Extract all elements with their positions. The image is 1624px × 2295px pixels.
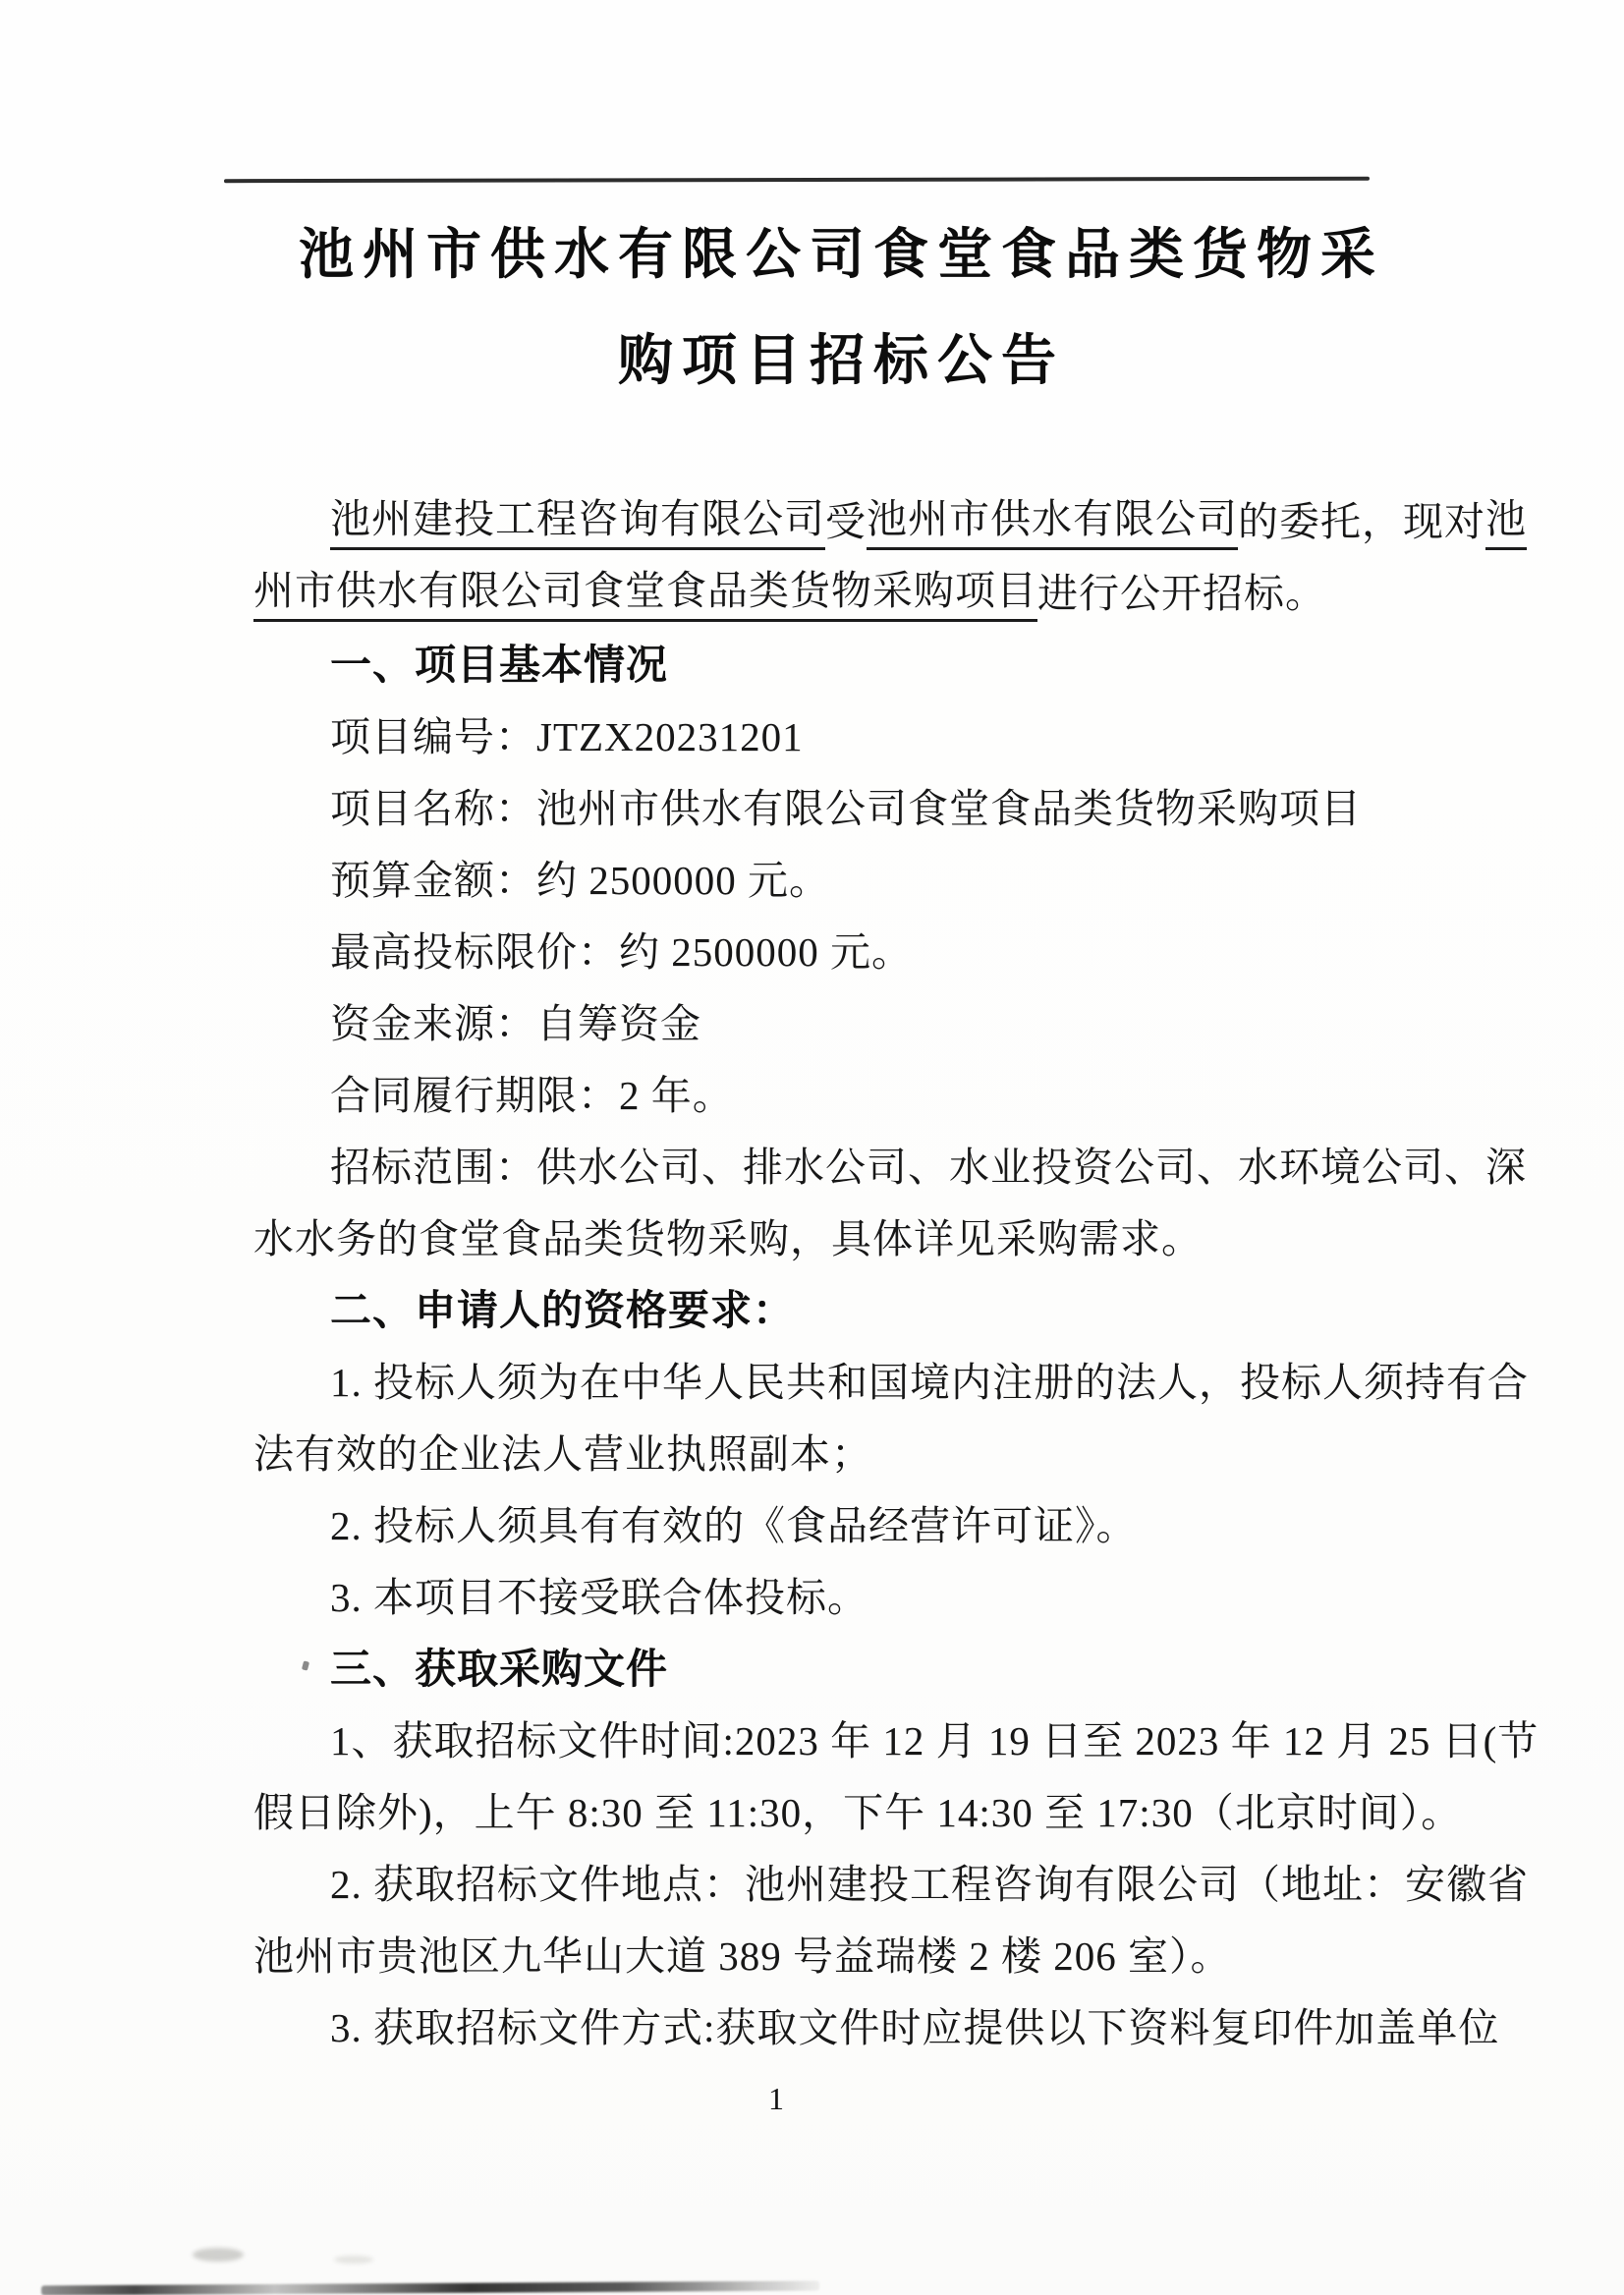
text-segment: 受: [825, 499, 867, 544]
text-segment: 3. 本项目不接受联合体投标。: [330, 1575, 868, 1620]
text-segment: 2. 投标人须具有有效的《食品经营许可证》。: [330, 1503, 1138, 1548]
document-title-line-2: 购项目招标公告: [618, 329, 1065, 391]
document-title-line-1: 池州市供水有限公司食堂食品类货物采: [299, 223, 1384, 285]
text-segment: 的委托，现对: [1238, 499, 1485, 544]
doc-line: [253, 1845, 1529, 1917]
text-segment: 1、获取招标文件时间:2023 年 12 月 19 日至 2023 年 12 月 25 日(节: [330, 1718, 1540, 1763]
text-segment: 池州市贵池区九华山大道 389 号益瑞楼 2 楼 206 室）。: [253, 1933, 1232, 1979]
text-segment: 水水务的食堂食品类货物采购，具体详见采购需求。: [253, 1216, 1203, 1261]
underlined-text: 池州市供水有限公司: [867, 486, 1238, 550]
doc-line: [253, 841, 1467, 913]
document-title: [253, 201, 1429, 414]
document-body: [253, 482, 1540, 2060]
doc-line: [253, 1917, 1467, 1988]
scan-dot-artifact: [302, 1660, 309, 1670]
text-segment: 法有效的企业法人营业执照副本；: [253, 1431, 872, 1477]
text-segment: 三、获取采购文件: [330, 1645, 669, 1692]
doc-line: [253, 698, 1467, 769]
text-segment: 进行公开招标。: [1037, 571, 1326, 616]
text-segment: 资金来源：自筹资金: [330, 1001, 701, 1046]
doc-line: [253, 482, 1527, 554]
text-segment: 合同履行期限：2 年。: [330, 1073, 734, 1118]
text-segment: 二、申请人的资格要求：: [330, 1286, 796, 1333]
section-heading-line: [253, 1271, 1467, 1343]
doc-line: [253, 913, 1467, 984]
text-segment: 项目名称：池州市供水有限公司食堂食品类货物采购项目: [330, 786, 1362, 831]
text-segment: 一、项目基本情况: [330, 641, 669, 688]
section-heading-line: [253, 626, 1467, 698]
text-segment: 项目编号：JTZX20231201: [330, 714, 804, 759]
text-segment: 3. 获取招标文件方式:获取文件时应提供以下资料复印件加盖单位: [330, 2005, 1500, 2050]
text-segment: 假日除外)，上午 8:30 至 11:30，下午 14:30 至 17:30（北京时间）。: [253, 1790, 1463, 1835]
doc-line: [253, 984, 1467, 1056]
section-heading-line: [253, 1630, 1467, 1702]
text-segment: 1. 投标人须为在中华人民共和国境内注册的法人，投标人须持有合: [330, 1360, 1529, 1405]
doc-line: [253, 1702, 1540, 1773]
title-top-rule: [224, 177, 1370, 183]
doc-line: [253, 1988, 1500, 2060]
underlined-text: 池州建投工程咨询有限公司: [330, 486, 825, 550]
doc-line: [253, 1343, 1529, 1415]
text-segment: 预算金额：约 2500000 元。: [330, 858, 830, 903]
text-segment: 最高投标限价：约 2500000 元。: [330, 929, 913, 975]
doc-line: [253, 1558, 1467, 1630]
doc-line: [253, 1200, 1467, 1271]
doc-line: [253, 554, 1467, 626]
doc-line: [253, 1056, 1467, 1128]
doc-line: [253, 1773, 1467, 1845]
page-number: 1: [768, 2081, 784, 2116]
scan-smudge-artifact: [193, 2248, 244, 2262]
scan-edge-streak-artifact: [41, 2281, 819, 2295]
text-segment: 2. 获取招标文件地点：池州建投工程咨询有限公司（地址：安徽省: [330, 1862, 1529, 1907]
doc-line: [253, 769, 1467, 841]
doc-line: [253, 1415, 1467, 1486]
doc-line: [253, 1486, 1467, 1558]
underlined-text: 州市供水有限公司食堂食品类货物采购项目: [253, 558, 1037, 622]
doc-line: [253, 1128, 1527, 1200]
scan-smudge-artifact: [334, 2256, 373, 2264]
underlined-text: 池: [1485, 486, 1527, 550]
text-segment: 招标范围：供水公司、排水公司、水业投资公司、水环境公司、深: [330, 1145, 1527, 1190]
